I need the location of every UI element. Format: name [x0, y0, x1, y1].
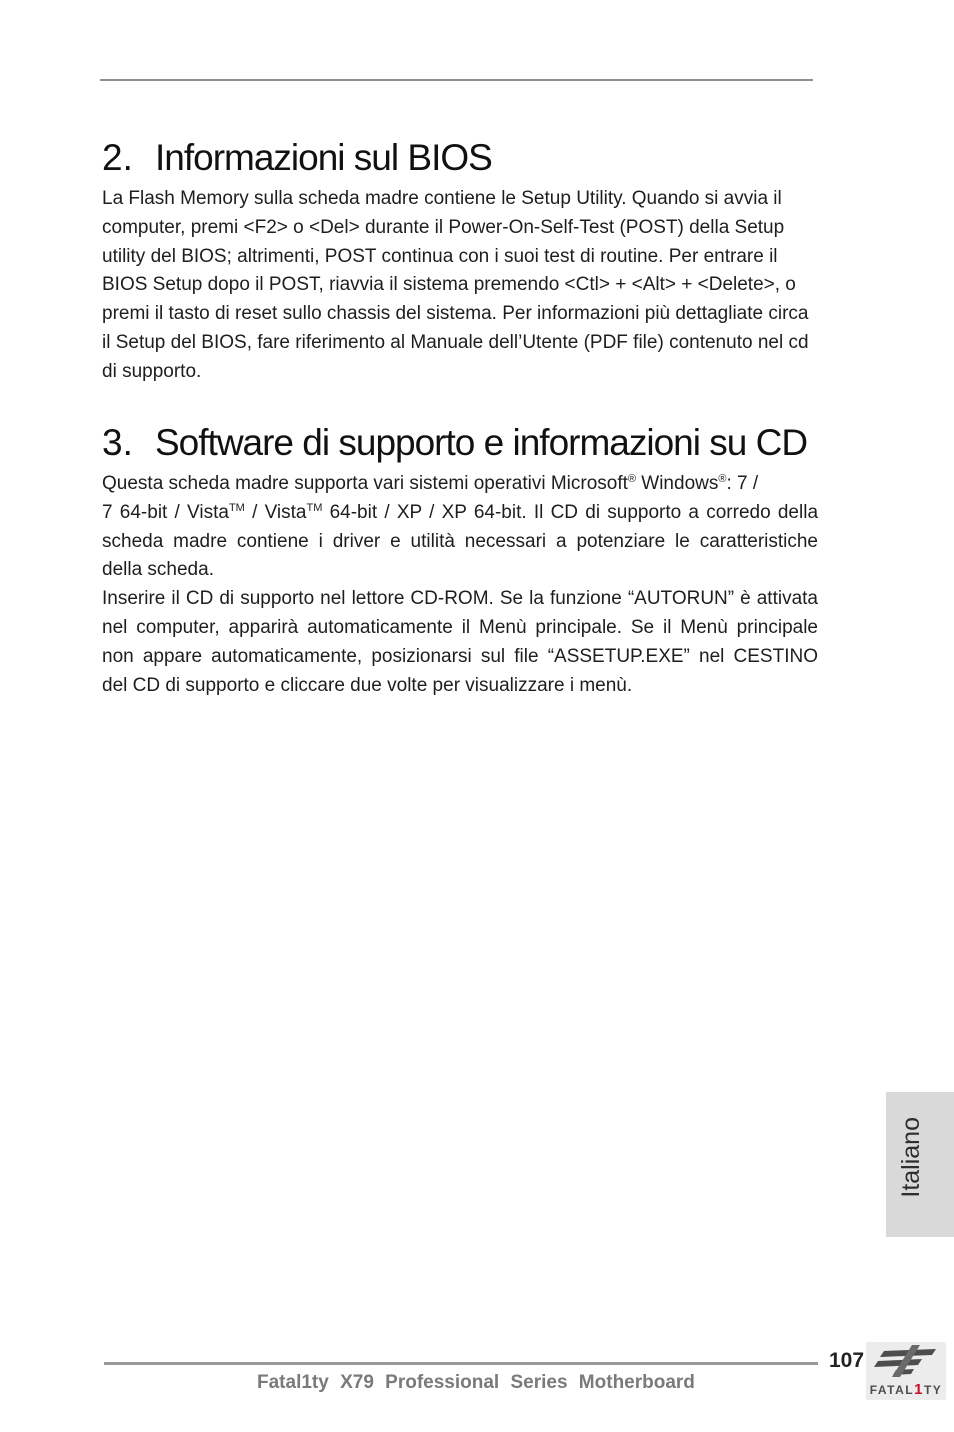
section-title: Software di supporto e informazioni su CD: [155, 422, 808, 463]
paragraph-line: di supporto.: [102, 360, 202, 382]
line-text: : 7 /: [726, 473, 759, 494]
registered-mark: ®: [627, 473, 636, 485]
bios-paragraph: [102, 185, 818, 387]
footer-product-title: Fatal1ty X79 Professional Series Motherboard: [257, 1372, 695, 1393]
paragraph-line: della scheda.: [102, 559, 214, 581]
paragraph-line: computer, premi <F2> o <Del> durante il Power-On-Self-Test (POST) della Setup: [102, 216, 785, 238]
trademark-mark: TM: [228, 501, 245, 514]
footer-rule: [104, 1362, 818, 1365]
paragraph-line: il Setup del BIOS, fare riferimento al Manuale dell’Utente (PDF file) contenuto nel cd: [102, 331, 809, 353]
language-tab-label: Italiano: [897, 1117, 925, 1198]
software-paragraph: [102, 470, 818, 700]
logo-text-right: TY: [923, 1383, 943, 1397]
trademark-mark: TM: [306, 501, 323, 514]
paragraph-line: del CD di supporto e cliccare due volte per visualizzare i menù.: [102, 674, 633, 696]
logo-text-left: FATAL: [869, 1383, 915, 1397]
line-text: Questa scheda madre supporta vari sistemi operativi Microsoft: [102, 473, 628, 494]
logo-text-one: 1: [914, 1381, 924, 1398]
line-text: Windows: [636, 473, 719, 494]
section-number: 2.: [102, 137, 133, 178]
section-number: 3.: [102, 422, 133, 463]
line-text: / Vista: [244, 501, 307, 523]
section-title: Informazioni sul BIOS: [155, 137, 492, 178]
paragraph-line: non appare automaticamente, posizionarsi sul file “ASSETUP.EXE” nel CESTINO: [102, 645, 818, 667]
section-heading-software: [102, 422, 807, 464]
paragraph-line: premi il tasto di reset sullo chassis del sistema. Per informazioni più dettagliate circa: [102, 303, 809, 325]
header-rule: [100, 79, 813, 81]
paragraph-line: utility del BIOS; altrimenti, POST continua con i suoi test di routine. Per entrare il: [102, 245, 778, 267]
paragraph-line: La Flash Memory sulla scheda madre contiene le Setup Utility. Quando si avvia il: [102, 188, 782, 209]
registered-mark: ®: [718, 473, 727, 485]
paragraph-line: BIOS Setup dopo il POST, riavvia il sistema premendo <Ctl> + <Alt> + <Delete>, o: [102, 274, 796, 296]
language-tab: [886, 1092, 954, 1237]
line-text: 64-bit / XP / XP 64-bit. Il CD di supporto a corredo della: [322, 501, 819, 523]
paragraph-line: Inserire il CD di supporto nel lettore CD-ROM. Se la funzione “AUTORUN” è attivata: [102, 588, 818, 610]
fatal1ty-logo: [866, 1342, 946, 1400]
logo-wordmark: [870, 1381, 943, 1398]
paragraph-line: [102, 470, 818, 499]
page-number: 107: [829, 1349, 865, 1372]
line-text: 7 64-bit / Vista: [102, 501, 229, 523]
paragraph-line: scheda madre contiene i driver e utilità necessari a potenziare le caratteristiche: [102, 530, 818, 552]
section-heading-bios: [102, 137, 492, 179]
paragraph-line: [102, 499, 818, 528]
paragraph-line: nel computer, apparirà automaticamente il Menù principale. Se il Menù principale: [102, 616, 818, 638]
